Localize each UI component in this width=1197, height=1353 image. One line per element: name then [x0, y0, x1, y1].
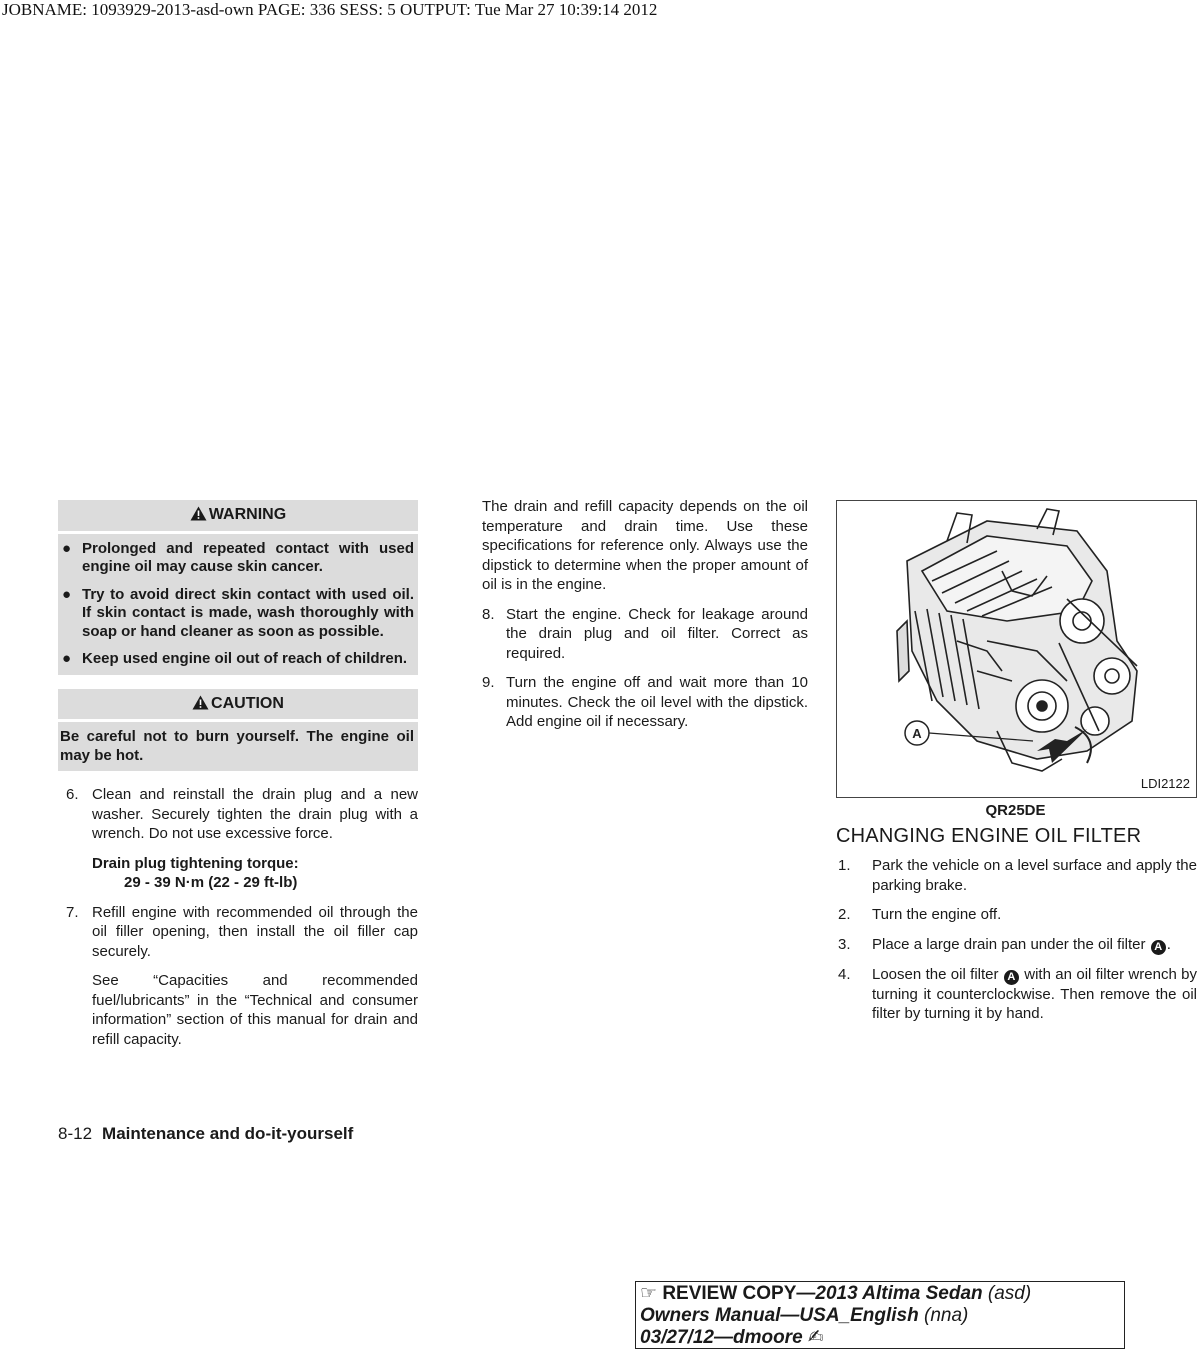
bullet-icon: ● — [62, 585, 72, 603]
step-text: Turn the engine off and wait more than 10 minutes. Check the oil level with the dipstick. Add engine oil if necessary. — [506, 674, 808, 730]
marker-a-icon: A — [1151, 940, 1166, 955]
step-number: 9. — [482, 674, 495, 691]
warning-header — [58, 500, 418, 534]
bullet-icon: ● — [62, 539, 72, 557]
marker-a-icon: A — [1004, 970, 1019, 985]
torque-value: 29 - 39 N·m (22 - 29 ft-lb) — [124, 874, 298, 891]
step-text-pre: Loosen the oil filter — [872, 965, 999, 983]
step-number: 6. — [66, 786, 79, 803]
vehicle-name: 2013 Altima Sedan — [815, 1283, 983, 1304]
step-number: 4. — [838, 965, 851, 983]
page-number: 8-12 — [58, 1124, 93, 1143]
right-column — [836, 500, 1197, 1034]
step-number: 1. — [838, 857, 851, 874]
caution-header — [58, 689, 418, 723]
warning-box — [58, 500, 418, 675]
filter-step-2 — [836, 905, 1197, 925]
manual-name: Owners Manual—USA_English — [640, 1305, 919, 1326]
caution-box — [58, 689, 418, 772]
manual-code: (nna) — [924, 1305, 969, 1326]
filter-step-1 — [836, 856, 1197, 895]
review-label: REVIEW COPY— — [662, 1283, 816, 1304]
review-line-3 — [640, 1327, 1124, 1349]
step-number: 2. — [838, 906, 851, 923]
pointing-hand-icon: ☞ — [640, 1283, 658, 1304]
capacity-note: The drain and refill capacity depends on the oil temperature and drain time. Use these specifications for reference only. Always use the dipstick to determine when the proper amount of oil is in the engine. — [482, 498, 808, 593]
step-text: Park the vehicle on a level surface and apply the parking brake. — [872, 857, 1197, 894]
engine-drawing — [837, 501, 1196, 797]
review-line-2 — [640, 1305, 1124, 1327]
step-text: Refill engine with recommended oil through the oil filler opening, then install the oil filler cap securely. — [92, 903, 418, 960]
figure-code: LDI2122 — [1140, 775, 1190, 791]
filter-step-3: 3. Place a large drain pan under the oil filter A . — [838, 935, 1171, 953]
warning-item: ● Try to avoid direct skin contact with used oil. If skin contact is made, wash thoroughly with soap or hand cleaner as soon as possible. — [62, 585, 414, 640]
warning-item: ● Prolonged and repeated contact with used engine oil may cause skin cancer. — [62, 539, 414, 575]
step-text: Turn the engine off. — [872, 906, 1002, 923]
writing-hand-icon: ✍ — [807, 1327, 824, 1348]
step-number: 3. — [838, 935, 851, 953]
warning-item: ● Keep used engine oil out of reach of children. — [62, 650, 408, 667]
caution-text: Be careful not to burn yourself. The engine oil may be hot. — [60, 728, 414, 764]
step-text: Place a large drain pan under the oil filter — [872, 935, 1146, 953]
step-6 — [58, 785, 418, 844]
step-7 — [58, 903, 418, 962]
left-column — [58, 500, 418, 1059]
filter-step-4 — [836, 965, 1197, 1024]
bullet-icon: ● — [62, 650, 72, 667]
step-text: Start the engine. Check for leakage around the drain plug and oil filter. Correct as required. — [506, 605, 808, 662]
capacity-reference-note: See “Capacities and recommended fuel/lubricants” in the “Technical and consumer information” section of this manual for drain and refill capacity. — [92, 972, 418, 1048]
job-header-line: JOBNAME: 1093929-2013-asd-own PAGE: 336 SESS: 5 OUTPUT: Tue Mar 27 10:39:14 2012 — [2, 0, 658, 19]
page-footer — [58, 1124, 353, 1144]
step-text: Clean and reinstall the drain plug and a new washer. Securely tighten the drain plug with a wrench. Do not use excessive force. — [92, 786, 418, 842]
review-copy-box — [635, 1281, 1125, 1349]
step-8 — [482, 605, 808, 664]
warning-triangle-icon — [190, 506, 207, 527]
review-date-author: 03/27/12—dmoore — [640, 1327, 803, 1348]
step-9 — [482, 673, 808, 732]
figure-caption: QR25DE — [985, 802, 1046, 819]
middle-column — [482, 497, 808, 742]
step-number: 7. — [66, 903, 79, 921]
figure-callout-a: A — [912, 726, 922, 741]
step-text-post: with an oil filter wrench by turning it counterclockwise. Then remove the oil filter by turning it by hand. — [872, 965, 1197, 1022]
step-number: 8. — [482, 605, 495, 623]
engine-illustration — [836, 500, 1197, 798]
warning-list — [58, 534, 418, 675]
footer-section-title: Maintenance and do-it-yourself — [102, 1124, 354, 1143]
caution-triangle-icon — [192, 695, 209, 716]
warning-title: WARNING — [208, 506, 287, 523]
torque-label: Drain plug tightening torque: — [92, 854, 299, 872]
review-line-1 — [640, 1283, 1124, 1305]
caution-title: CAUTION — [211, 694, 284, 712]
vehicle-code: (asd) — [987, 1283, 1032, 1304]
section-title: CHANGING ENGINE OIL FILTER — [836, 824, 1142, 847]
